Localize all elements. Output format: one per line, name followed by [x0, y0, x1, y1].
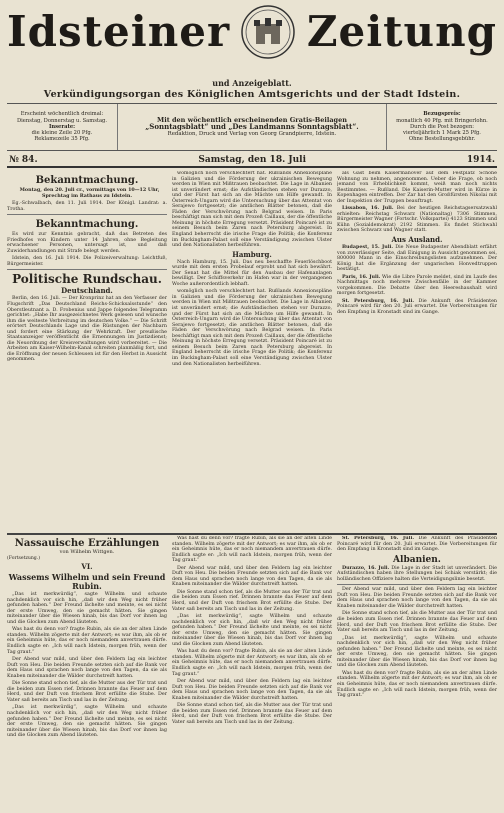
- serial-text: Was hast du denn vor? fragte Rubin, als sie an der alten Linde standen. Wilhelm zögerte mit der Antwort; es war ihm, als ob er ein Geheimnis hüte, das er noch niemandem anvertrauen dürfe. Endlich sagte er: „Ich will nach Idstein, morgen früh, wenn der Tag graut.“: [172, 649, 332, 677]
- article-body: Die Lage in der Stadt ist unverändert. Die Aufständischen haben ihre Stellungen bei Schiak verstärkt; die holländischen Offiziere halten die Verteidigungslinie besetzt.: [337, 565, 497, 582]
- serial-text: Was hast du denn vor? fragte Rubin, als sie an der alten Linde standen. Wilhelm zögerte mit der Antwort; es war ihm, als ob er ein Geheimnis hüte, das er noch niemandem anvertrauen dürfe. Endlich sagte er: „Ich will nach Idstein, morgen früh, wenn der Tag graut.“: [337, 670, 497, 699]
- chapter-title: Wassems Wilhelm und sein Freund Rubin.: [8, 572, 166, 592]
- serial-title: Nassauische Erzählungen: [14, 538, 160, 549]
- article-text: Nach Hamburg, 15. Juli. Das neu beschaffte Feuerlöschboot wurde mit dem ersten Probelauf erprobt und hat sich bewährt. Der Senat hat die Mittel für den Ausbau der Hafenanlagen bewilligt. Der Schiffsverkehr im Hafen war in der vergangenen Woche außerordentlich lebhaft.: [172, 259, 332, 287]
- serial-text: Die Sonne stand schon tief, als die Mutter aus der Tür trat und die beiden zum Essen rief. Drinnen brannte das Feuer auf dem Herd, und der Duft von frischem Brot erfüllte die Stube. Der Vater saß bereits am Tisch und las in der Zeitung.: [337, 611, 497, 634]
- info-left-line: die kleine Zeile 20 Pfg.: [31, 130, 93, 137]
- lower-columns: [7, 536, 497, 798]
- section-heading: Aus Ausland.: [391, 235, 443, 245]
- info-left-line: Dienstag, Donnerstag u. Samstag.: [16, 117, 108, 124]
- serial-text: Die Sonne stand schon tief, als die Mutter aus der Tür trat und die beiden zum Essen rief. Drinnen brannte das Feuer auf dem Herd, und der Duft von frischem Brot erfüllte die Stube. Der Vater saß bereits am Tisch und las in der Zeitung.: [172, 703, 332, 725]
- info-center-top: Mit den wöchentlich erscheinenden Gratis-Beilagen: [157, 115, 347, 124]
- divider: [337, 584, 497, 585]
- article-text: als Gast beim Kaisermanöver auf dem Festplatz Schöne Wohnung zu nehmen, angenommen. Ueber die Frage, ob noch jemand von Erheblichkeit kommt, weiß man noch nichts Bestimmtes. — Rußland. Die Kaiserin-Mutter wird in Kürze in Kopenhagen eintreffen. Der Zar hat den Großfürsten Nikolai mit der Inspektion der Truppen beauftragt.: [337, 171, 497, 204]
- column-1: [7, 171, 167, 531]
- masthead-subtitle: und Anzeigeblatt.: [212, 78, 292, 88]
- serial-text: Der Abend war mild, und über den Feldern lag ein leichter Duft von Heu. Die beiden Freunde setzten sich auf die Bank vor dem Haus und sprachen noch lange von den Tagen, da sie als Knaben miteinander die Wälder durchstreift hatten.: [172, 565, 332, 588]
- column-3-lower: [337, 536, 497, 798]
- dateline: [7, 153, 497, 168]
- announcement-signature: Idstein, den 16. Juli 1914. Die Polizeiverwaltung: Leichtfuß, Bürgermeister.: [7, 256, 167, 267]
- article-text: [337, 566, 497, 583]
- info-right-line: Ohne Bestellungsgebühr.: [408, 136, 476, 143]
- article-body: Wie die Libre Parole meldet, sind im Laufe des Nachmittags noch mehrere Zwischenfälle in der Kammer vorgekommen. Die Debatte über den Heereshaushalt wird morgen fortgesetzt.: [337, 274, 497, 297]
- serial-text: Der Abend war mild, und über den Feldern lag ein leichter Duft von Heu. Die beiden Freunde setzten sich auf die Bank vor dem Haus und sprachen noch lange von den Tagen, da sie als Knaben miteinander die Wälder durchstreift hatten.: [337, 587, 497, 609]
- article-text: womöglich noch verschlechtert hat. Rußlands Annexionspläne in Galizien und die Förderung der ukrainischen Bewegung werden in Wien mit Mißtrauen beobachtet. Die Lage in Albanien ist unverändert ernst; die Aufständischen stehen vor Durazzo, und der Fürst hat sich an die Mächte um Hilfe gewandt. In Österreich-Ungarn wird die Untersuchung über das Attentat von Serajewo fortgesetzt; die amtlichen Blätter betonen, daß die Fäden der Verschwörung nach Belgrad weisen. In Paris beschäftigt man sich mit dem Prozeß Caillaux, der die öffentliche Meinung in höchste Erregung versetzt. Präsident Poincaré ist zu seinem Besuch beim Zaren nach Petersburg abgereist. In England beherrscht die irische Frage die Politik; die Konferenz im Buckingham-Palast soll eine Verständigung zwischen Ulster und den Nationalisten herbeiführen.: [172, 171, 332, 249]
- serial-text: Die Sonne stand schon tief, als die Mutter aus der Tür trat und die beiden zum Essen rief. Drinnen brannte das Feuer auf dem Herd, und der Duft von frischem Brot erfüllte die Stube. Der Vater saß bereits am Tisch und las in der Zeitung.: [172, 589, 332, 612]
- info-center-supplements: „Sonntagsblatt“ und „Des Landmanns Sonntagsblatt“.: [145, 121, 359, 131]
- article-heading: Hamburg.: [232, 249, 272, 259]
- article-body: Die Neue Budapester Abendblatt erfährt von zuverlässiger Seite, daß Einigung in Aussicht genommen sei, 800000 Mann in die Einschreibungslisten aufzunehmen. Der König hat die Ergänzung der ungarischen Honvedtruppen bestätigt.: [337, 245, 497, 273]
- info-right: [387, 111, 497, 142]
- upper-columns: [7, 171, 497, 531]
- dateline-place: Durazzo, 16. Juli.: [342, 564, 390, 571]
- serial-text: Der Abend war mild, und über den Feldern lag ein leichter Duft von Heu. Die beiden Freunde setzten sich auf die Bank vor dem Haus und sprachen noch lange von den Tagen, da sie als Knaben miteinander die Wälder durchstreift hatten.: [172, 679, 332, 701]
- section-heading: Politische Rundschau.: [12, 272, 162, 287]
- dateline-place: Lissabon, 16. Juli.: [342, 205, 394, 212]
- serial-text: Was hast du denn vor? fragte Rubin, als sie an der alten Linde standen. Wilhelm zögerte mit der Antwort; es war ihm, als ob er ein Geheimnis hüte, das er noch niemandem anvertrauen dürfe. Endlich sagte er: „Ich will nach Idstein, morgen früh, wenn der Tag graut.“: [172, 536, 332, 564]
- announcement-text: Montag, den 20. Juli cr., vormittags von 10—12 Uhr, Sprechtag im Rathaus zu Idstein.: [19, 187, 160, 199]
- article-body: Die Ankunft des Präsidenten Poincaré wird für den 20. Juli erwartet. Die Vorbereitungen für den Empfang in Kronstadt sind im Gange.: [337, 298, 497, 316]
- title-left: Idsteiner: [7, 7, 231, 56]
- serial-text: „Das ist merkwürdig“, sagte Wilhelm und schaute nachdenklich vor sich hin, „daß wir den Weg nicht früher gefunden haben.“ Der Freund lächelte und meinte, es sei nicht der erste Umweg, den sie gemacht hätten. Sie gingen miteinander über die Wiesen hinab, bis das Dorf vor ihnen lag und die Glocken zum Abend läuteten.: [337, 635, 497, 669]
- serial-continuation: (Fortsetzung.): [7, 555, 40, 561]
- chapter-number: VI.: [81, 562, 93, 572]
- announcement-heading: Bekanntmachung.: [35, 175, 139, 186]
- article-text: [337, 536, 497, 553]
- issue-number: № 84.: [9, 155, 38, 165]
- divider: [7, 214, 167, 215]
- section-divider: [7, 533, 497, 535]
- info-center-publisher: Redaktion, Druck und Verlag von Georg Grandpierre, Idstein.: [167, 131, 337, 138]
- issue-year: 1914.: [466, 155, 495, 165]
- info-right-line: monatlich 40 Pfg. mit Bringerlohn.: [396, 117, 488, 124]
- masthead: [7, 4, 497, 80]
- serial-text: Die Sonne stand schon tief, als die Mutter aus der Tür trat und die beiden zum Essen rief. Drinnen brannte das Feuer auf dem Herd, und der Duft von frischem Brot erfüllte die Stube. Der Vater saß bereits am Tisch und las in der Zeitung.: [7, 681, 167, 703]
- dateline-place: St. Petersburg, 16. Juli.: [342, 536, 414, 541]
- announcement-text: Es wird zur Kenntnis gebracht, daß das Betreten des Friedhofes von Kindern unter 14 Jahren, ohne Begleitung erwachsener Personen, untersagt ist, und daß Zuwiderhandlungen mit Strafe belegt werden.: [7, 232, 167, 254]
- dateline-place: Paris, 16. Juli.: [342, 273, 381, 280]
- serial-text: „Das ist merkwürdig“, sagte Wilhelm und schaute nachdenklich vor sich hin, „daß wir den Weg nicht früher gefunden haben.“ Der Freund lächelte und meinte, es sei nicht der erste Umweg, den sie gemacht hätten. Sie gingen miteinander über die Wiesen hinab, bis das Dorf vor ihnen lag und die Glocken zum Abend läuteten.: [7, 705, 167, 739]
- serial-text: „Das ist merkwürdig“, sagte Wilhelm und schaute nachdenklich vor sich hin, „daß wir den Weg nicht früher gefunden haben.“ Der Freund lächelte und meinte, es sei nicht der erste Umweg, den sie gemacht hätten. Sie gingen miteinander über die Wiesen hinab, bis das Dorf vor ihnen lag und die Glocken zum Abend läuteten.: [172, 614, 332, 647]
- section-heading: Albanien.: [393, 554, 441, 565]
- article-text: [337, 299, 497, 316]
- info-left-line: Inserate:: [48, 123, 76, 130]
- article-text: [337, 275, 497, 297]
- title-right: Zeitung: [306, 7, 497, 56]
- issue-date: Samstag, den 18. Juli: [198, 155, 306, 165]
- coat-of-arms-icon: [240, 4, 296, 60]
- info-right-line: Bezugspreis:: [423, 111, 461, 118]
- section-subheading: Deutschland.: [61, 286, 113, 296]
- announcement-signature: Eg.-Schwalbach, den 11. Juli 1914. Der Königl. Landrat: a. Trotha.: [7, 201, 167, 212]
- serial-text: Der Abend war mild, und über den Feldern lag ein leichter Duft von Heu. Die beiden Freunde setzten sich auf die Bank vor dem Haus und sprachen noch lange von den Tagen, da sie als Knaben miteinander die Wälder durchstreift hatten.: [7, 657, 167, 679]
- divider: [7, 269, 167, 270]
- masthead-title: [7, 4, 497, 60]
- column-3: [337, 171, 497, 531]
- info-left-line: Erscheint wöchentlich dreimal:: [20, 111, 104, 118]
- info-left: [7, 111, 117, 142]
- serial-text: Was hast du denn vor? fragte Rubin, als sie an der alten Linde standen. Wilhelm zögerte mit der Antwort; es war ihm, als ob er ein Geheimnis hüte, das er noch niemandem anvertrauen dürfe. Endlich sagte er: „Ich will nach Idstein, morgen früh, wenn der Tag graut.“: [7, 627, 167, 655]
- dateline-place: Budapest, 15. Juli.: [342, 244, 394, 251]
- info-left-line: Reklamezeile 35 Pfg.: [34, 136, 90, 143]
- column-2: [172, 171, 332, 531]
- article-text: Berlin, den 16. Juli. — Der Kronprinz hat an den Verfasser der Flugschrift „Das Deutschland Reichs-Schicksalsstunde“ den Oberstleutnant a. D. Frobenius und Jappe folgendes Telegramm gerichtet: „Habe Ihr ausgezeichnetes Werk gelesen und wünsche ihm die weiteste Verbreitung im deutschen Volke.“ — Die Schrift erörtert Deutschlands Lage und die Rüstungen der Nachbarn und fordert eine Stärkung der Wehrkraft. Der preußische Staatsanzeiger veröffentlicht die Ernennungen im Justizdienst; die Neuordnung der Kreisverwaltungen wird vorbereitet. — Die Arbeiten am Kaiser-Wilhelm-Kanal schreiten planmäßig fort, und die Eröffnung der neuen Schleusen ist für den Herbst in Aussicht genommen.: [7, 296, 167, 363]
- article-body: Die Ankunft des Präsidenten Poincaré wird für den 20. Juli erwartet. Die Vorbereitungen für den Empfang in Kronstadt sind im Gange.: [337, 536, 497, 553]
- info-right-line: vierteljährlich 1 Mark 25 Pfg.: [403, 130, 481, 137]
- info-center: [117, 104, 387, 150]
- article-text: [337, 206, 497, 234]
- masthead-organ: Verkündigungsorgan des Königlichen Amtsgerichts und der Stadt Idstein.: [43, 89, 461, 100]
- dateline-place: St. Petersburg, 16. Juli.: [342, 297, 414, 304]
- announcement-heading: Bekanntmachung.: [35, 219, 139, 231]
- serial-text: „Das ist merkwürdig“, sagte Wilhelm und schaute nachdenklich vor sich hin, „daß wir den Weg nicht früher gefunden haben.“ Der Freund lächelte und meinte, es sei nicht der erste Umweg, den sie gemacht hätten. Sie gingen miteinander über die Wiesen hinab, bis das Dorf vor ihnen lag und die Glocken zum Abend läuteten.: [7, 592, 167, 625]
- serial-column-2: [172, 536, 332, 798]
- article-body: Bei der heutigen Reichstagsersatzwahl erhielten: Reichstag Schwarz (Nationaltag) 7306 Stimmen, Bürgermeister Wagner (Fortschr. Volkspartei) 4123 Stimmen und Kühn (Sozialdemokrat) 2192 Stimmen. Es findet Stichwahl zwischen Schwarz und Wagner statt.: [337, 206, 497, 234]
- serial-column-1: [7, 536, 167, 798]
- article-text: womöglich noch verschlechtert hat. Rußlands Annexionspläne in Galizien und die Förderung der ukrainischen Bewegung werden in Wien mit Mißtrauen beobachtet. Die Lage in Albanien ist unverändert ernst; die Aufständischen stehen vor Durazzo, und der Fürst hat sich an die Mächte um Hilfe gewandt. In Österreich-Ungarn wird die Untersuchung über das Attentat von Serajewo fortgesetzt; die amtlichen Blätter betonen, daß die Fäden der Verschwörung nach Belgrad weisen. In Paris beschäftigt man sich mit dem Prozeß Caillaux, der die öffentliche Meinung in höchste Erregung versetzt. Präsident Poincaré ist zu seinem Besuch beim Zaren nach Petersburg abgereist. In England beherrscht die irische Frage die Politik; die Konferenz im Buckingham-Palast soll eine Verständigung zwischen Ulster und den Nationalisten herbeiführen.: [172, 289, 332, 367]
- serial-author: von Wilhelm Wittgen.: [59, 549, 115, 555]
- info-bar: [7, 103, 497, 151]
- info-right-line: Durch die Post bezogen:: [409, 123, 475, 130]
- article-text: [337, 245, 497, 273]
